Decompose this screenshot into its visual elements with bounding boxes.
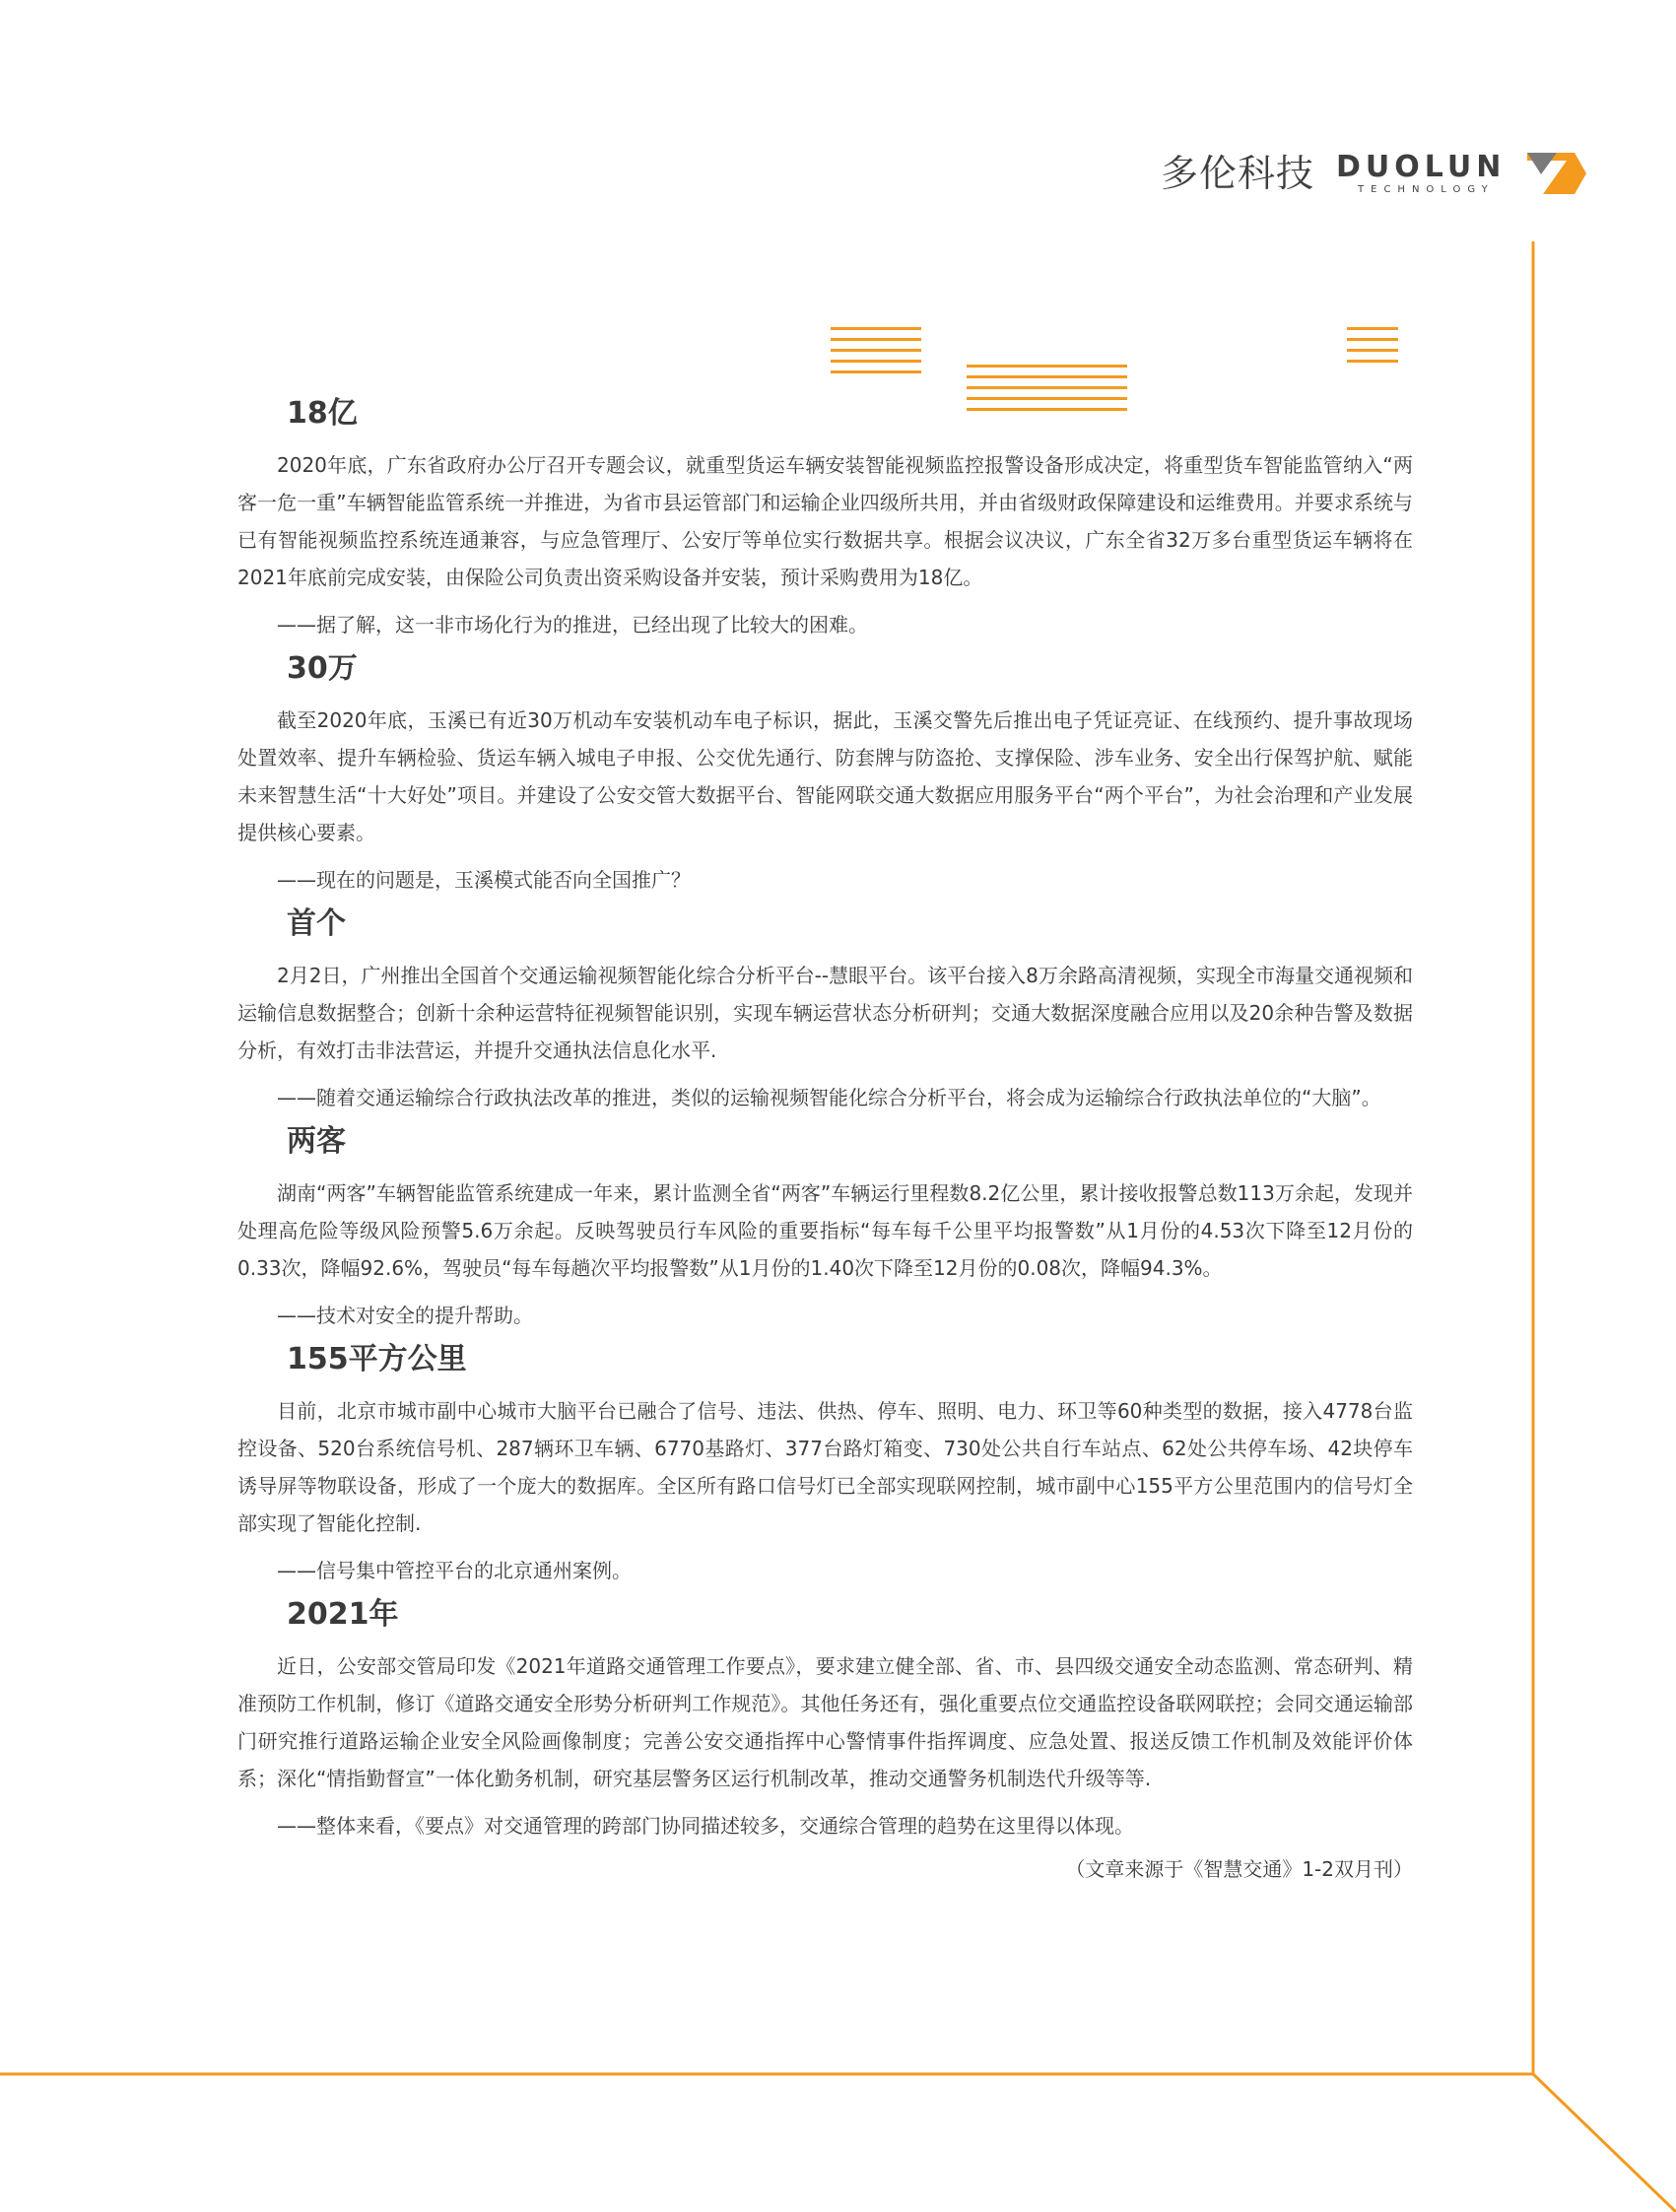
- section-2021: [237, 1595, 1413, 1844]
- logo-chinese-name: 多伦科技: [1161, 152, 1315, 195]
- logo-english-block: [1336, 149, 1507, 195]
- frame-corner-line: [1533, 2074, 1676, 2212]
- section-body: 近日，公安部交管局印发《2021年道路交通管理工作要点》，要求建立健全部、省、市、县四级交通安全动态监测、常态研判、精准预防工作机制，修订《道路交通安全形势分析研判工作规范》。其他任务还有，强化重要点位交通监控设备联网联控；会同交通运输部门研究推行道路运输企业安全风险画像制度；完善公安交通指挥中心警情事件指挥调度、应急处置、报送反馈工作机制及效能评价体系；深化“情指勤督宣”一体化勤务机制，研究基层警务区运行机制改革，推动交通警务机制迭代升级等等.: [237, 1654, 1413, 1790]
- section-heading: 18亿: [287, 396, 358, 431]
- decor-stripes-right: [1347, 327, 1398, 370]
- section-liangke: [237, 1122, 1413, 1334]
- section-quote: ——现在的问题是，玉溪模式能否向全国推广？: [277, 868, 691, 892]
- section-body: 目前，北京市城市副中心城市大脑平台已融合了信号、违法、供热、停车、照明、电力、环卫等60种类型的数据，接入4778台监控设备、520台系统信号机、287辆环卫车辆、6770基路灯、377台路灯箱变、730处公共自行车站点、62处公共停车场、42块停车诱导屏等物联设备，形成了一个庞大的数据库。全区所有路口信号灯已全部实现联网控制，城市副中心155平方公里范围内的信号灯全部实现了智能化控制.: [237, 1399, 1413, 1535]
- section-18yi: [237, 394, 1413, 643]
- section-155-sq-km: [237, 1340, 1413, 1589]
- section-heading: 2021年: [287, 1597, 399, 1632]
- section-body: 湖南“两客”车辆智能监管系统建成一年来，累计监测全省“两客”车辆运行里程数8.2亿公里，累计接收报警总数113万余起，发现并处理高危险等级风险预警5.6万余起。反映驾驶员行车风险的重要指标“每车每千公里平均报警数”从1月份的4.53次下降至12月份的0.33次，降幅92.6%，驾驶员“每车每趟次平均报警数”从1月份的1.40次下降至12月份的0.08次，降幅94.3%。: [237, 1181, 1413, 1280]
- section-quote: ——据了解，这一非市场化行为的推进，已经出现了比较大的困难。: [277, 613, 868, 637]
- section-body: 截至2020年底，玉溪已有近30万机动车安装机动车电子标识，据此，玉溪交警先后推出电子凭证亮证、在线预约、提升事故现场处置效率、提升车辆检验、货运车辆入城电子申报、公交优先通行、防套牌与防盗抢、支撑保险、涉车业务、安全出行保驾护航、赋能未来智慧生活“十大好处”项目。并建设了公安交管大数据平台、智能网联交通大数据应用服务平台“两个平台”，为社会治理和产业发展提供核心要素。: [237, 708, 1413, 844]
- section-quote: ——信号集中管控平台的北京通州案例。: [277, 1559, 632, 1582]
- article-source: （文章来源于《智慧交通》1-2双月刊）: [1065, 1857, 1413, 1881]
- section-body: 2月2日，广州推出全国首个交通运输视频智能化综合分析平台--慧眼平台。该平台接入8万余路高清视频，实现全市海量交通视频和运输信息数据整合；创新十余种运营特征视频智能识别，实现车辆运营状态分析研判；交通大数据深度融合应用以及20余种告警及数据分析，有效打击非法营运，并提升交通执法信息化水平.: [237, 964, 1413, 1062]
- logo-technology-text: TECHNOLOGY: [1358, 183, 1495, 195]
- section-body: 2020年底，广东省政府办公厅召开专题会议，就重型货运车辆安装智能视频监控报警设备形成决定，将重型货车智能监管纳入“两客一危一重”车辆智能监管系统一并推进，为省市县运管部门和运输企业四级所共用，并由省级财政保障建设和运维费用。并要求系统与已有智能视频监控系统连通兼容，与应急管理厅、公安厅等单位实行数据共享。根据会议决议，广东全省32万多台重型货运车辆将在2021年底前完成安装，由保险公司负责出资采购设备并安装，预计采购费用为18亿。: [237, 453, 1413, 589]
- section-shouge: [237, 905, 1413, 1116]
- section-quote: ——整体来看，《要点》对交通管理的跨部门协同描述较多，交通综合管理的趋势在这里得以体现。: [277, 1814, 1134, 1838]
- section-heading: 两客: [287, 1124, 346, 1159]
- article-content: [237, 394, 1413, 1888]
- section-heading: 首个: [287, 906, 346, 941]
- section-quote: ——技术对安全的提升帮助。: [277, 1304, 533, 1327]
- section-quote: ——随着交通运输综合行政执法改革的推进，类似的运输视频智能化综合分析平台，将会成为运输综合行政执法单位的“大脑”。: [277, 1086, 1381, 1109]
- decor-stripes-left: [831, 327, 921, 381]
- section-heading: 155平方公里: [287, 1342, 467, 1376]
- brand-logo: [1161, 144, 1588, 203]
- section-heading: 30万: [287, 651, 358, 686]
- logo-english-name: DUOLUN: [1336, 149, 1507, 184]
- logo-mark-icon: [1521, 149, 1588, 198]
- section-30wan: [237, 649, 1413, 899]
